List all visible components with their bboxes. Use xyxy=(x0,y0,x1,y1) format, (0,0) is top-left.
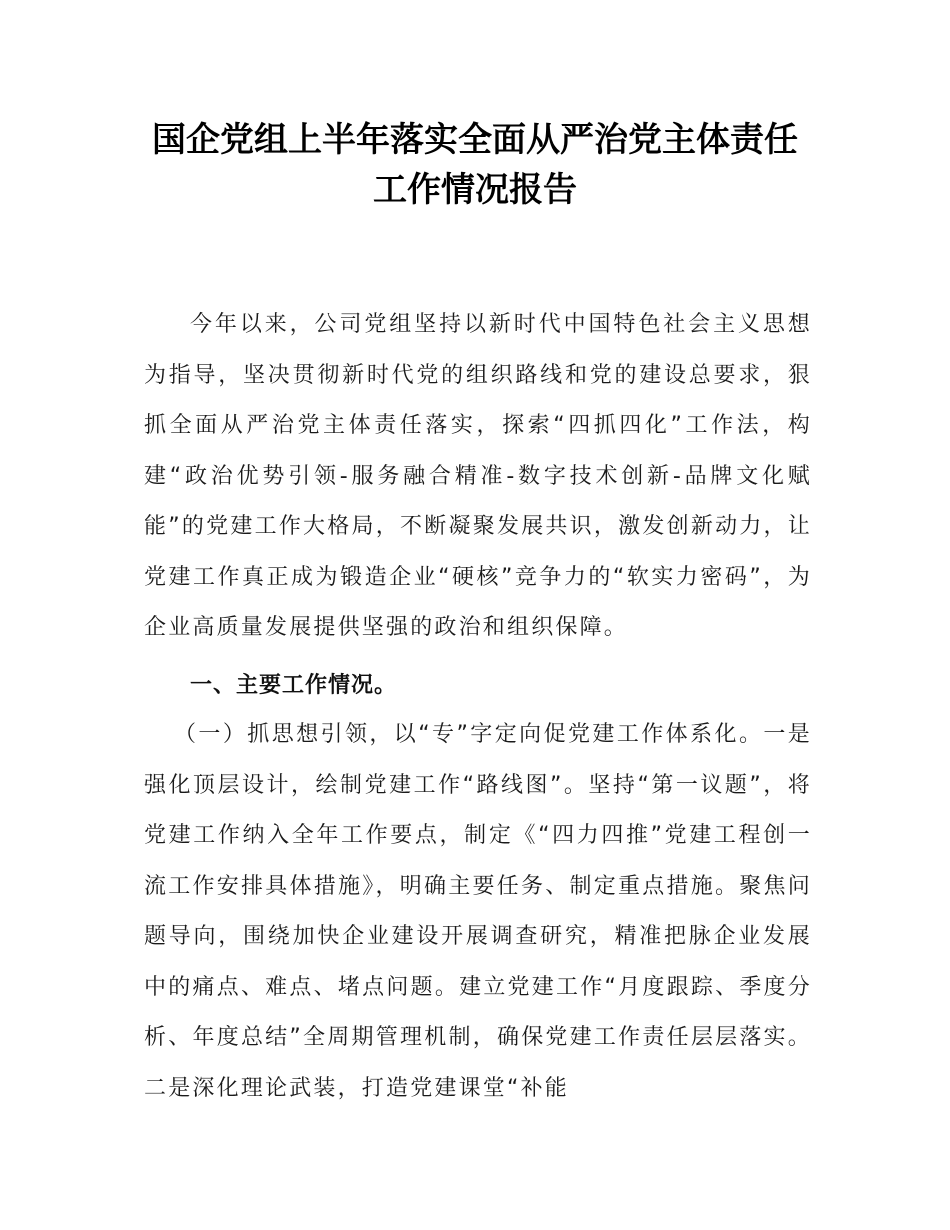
document-title-line-1: 国企党组上半年落实全面从严治党主体责任 xyxy=(152,120,798,160)
intro-paragraph: 今年以来，公司党组坚持以新时代中国特色社会主义思想为指导，坚决贯彻新时代党的组织路线和党的建设总要求，狠抓全面从严治党主体责任落实，探索“四抓四化”工作法，构建“政治优势引领-服务融合精准-数字技术创新-品牌文化赋能”的党建工作大格局，不断凝聚发展共识，激发创新动力，让党建工作真正成为锻造企业“硬核”竞争力的“软实力密码”，为企业高质量发展提供坚强的政治和组织保障。 xyxy=(144,312,812,640)
section-heading: 一、主要工作情况。 xyxy=(190,673,398,698)
body-paragraph: （一）抓思想引领，以“专”字定向促党建工作体系化。一是强化顶层设计，绘制党建工作“路线图”。坚持“第一议题”，将党建工作纳入全年工作要点，制定《“四力四推”党建工程创一流工作安排具体措施》，明确主要任务、制定重点措施。聚焦问题导向，围绕加快企业建设开展调查研究，精准把脉企业发展中的痛点、难点、堵点问题。建立党建工作“月度跟踪、季度分析、年度总结”全周期管理机制，确保党建工作责任层层落实。二是深化理论武装，打造党建课堂“补能 xyxy=(144,722,812,1101)
document-title-line-2: 工作情况报告 xyxy=(373,170,577,210)
